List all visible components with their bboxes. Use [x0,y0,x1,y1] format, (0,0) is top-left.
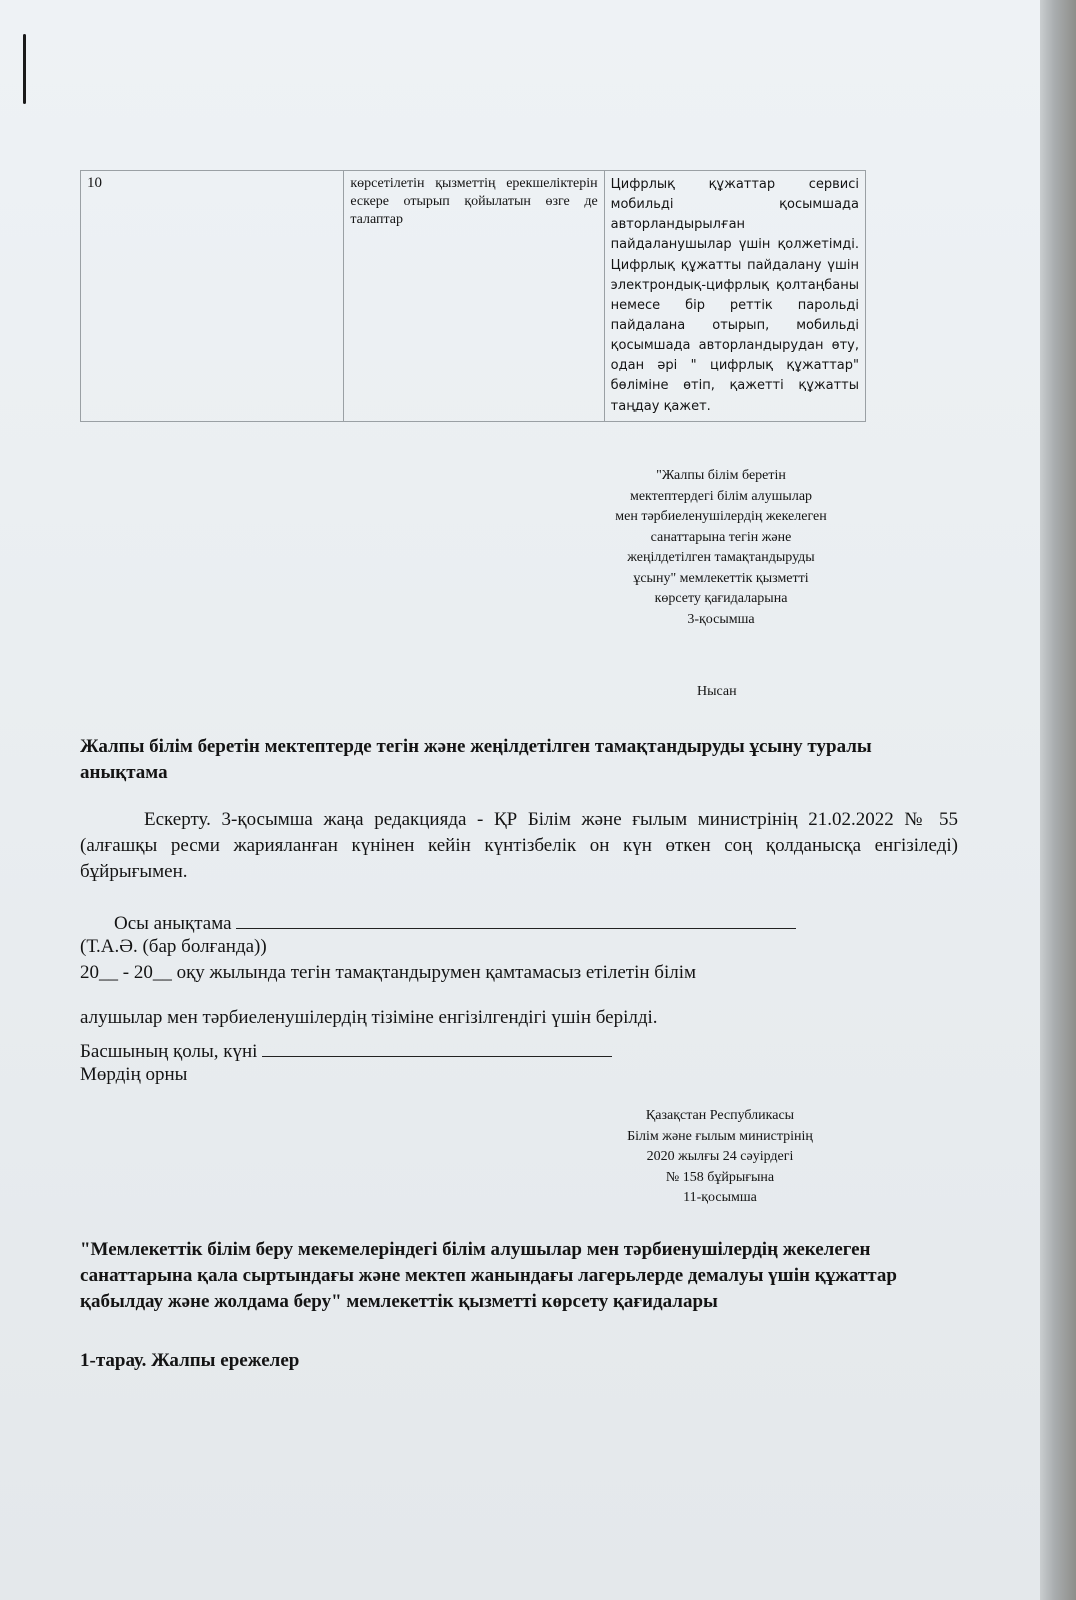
annex11-line: № 158 бұйрығына [665,1169,775,1185]
chapter-heading: 1-тарау. Жалпы ережелер [80,1350,300,1371]
row-number: 10 [81,171,344,422]
year-line: 20__ - 20__ оқу жылында тегін тамақтандырумен қамтамасыз етілетін білім [80,962,697,983]
issued-to-line [114,908,796,937]
rules-title: "Мемлекеттік білім беру мекемелеріндегі білім алушылар мен тәрбиенушілердің жекелеген санаттарына қала сыртындағы және мектеп жанындағы лагерьлерде демалуы үшін құжаттар қабылдау және жолдама беру" мемлекеттік қызметті көрсету қағидалары [80,1239,897,1312]
annex11-line: 2020 жылғы 24 сәуірдегі [646,1149,794,1164]
requirement-cell: көрсетілетін қызметтің ерекшеліктерін ескере отырып қойылатын өзге де талаптар [344,171,604,422]
description-cell: Цифрлық құжаттар сервисі мобильді қосымшада авторландырылған пайдаланушылар үшін қолжетімді. Цифрлық құжатты пайдалану үшін электрондық-цифрлық қолтаңбаны немесе бір реттік парольді пайдалана отырып, мобильді қосымшада авторландырудан өту, одан әрі " цифрлық құжаттар" бөліміне өтіп, қажетті құжатты таңдау қажет. [604,171,865,422]
name-blank [236,908,796,929]
pen-mark [23,34,26,104]
annex3-line: санаттарына тегін және [650,529,792,545]
annex11-line: 11-қосымша [683,1190,757,1205]
signature-label: Басшының қолы, күні [80,1041,258,1062]
annex3-line: көрсету қағидаларына [654,591,788,606]
page-edge-shadow [1040,0,1076,1600]
annex3-line: мектептердегі білім алушылар [629,488,813,504]
certificate-title: Жалпы білім беретін мектептерде тегін және жеңілдетілген тамақтандыруды ұсыну туралы анықтама [80,736,872,783]
table-row [81,171,866,422]
annex11-header [590,1106,850,1209]
signature-line [80,1036,612,1065]
issued-to-label: Осы анықтама [114,913,232,934]
signature-blank [262,1036,612,1057]
annex11-line: Білім және ғылым министрінің [627,1128,813,1144]
name-hint: (Т.А.Ә. (бар болғанда)) [80,936,267,957]
amendment-note: Ескерту. 3-қосымша жаңа редакцияда - ҚР Білім және ғылым министрінің 21.02.2022 № 55 (алғашқы ресми жарияланған күнінен кейін күнтізбелік он күн өткен соң қолданысқа енгізіледі) бұйрығымен. [80,809,958,882]
annex11-line: Қазақстан Республикасы [645,1108,795,1123]
annex3-header [588,466,854,630]
annex3-line: 3-қосымша [687,611,755,627]
form-label: Нысан [697,684,737,699]
annex3-line: жеңілдетілген тамақтандыруды [627,550,815,565]
stamp-place: Мөрдің орны [80,1064,188,1085]
service-standard-table [80,170,866,422]
reason-line: алушылар мен тәрбиеленушілердің тізіміне енгізілгендігі үшін берілді. [80,1007,658,1028]
annex3-line: "Жалпы білім беретін [656,468,786,483]
annex3-line: мен тәрбиеленушілердің жекелеген [615,509,827,524]
annex3-line: ұсыну" мемлекеттік қызметті [633,570,809,586]
